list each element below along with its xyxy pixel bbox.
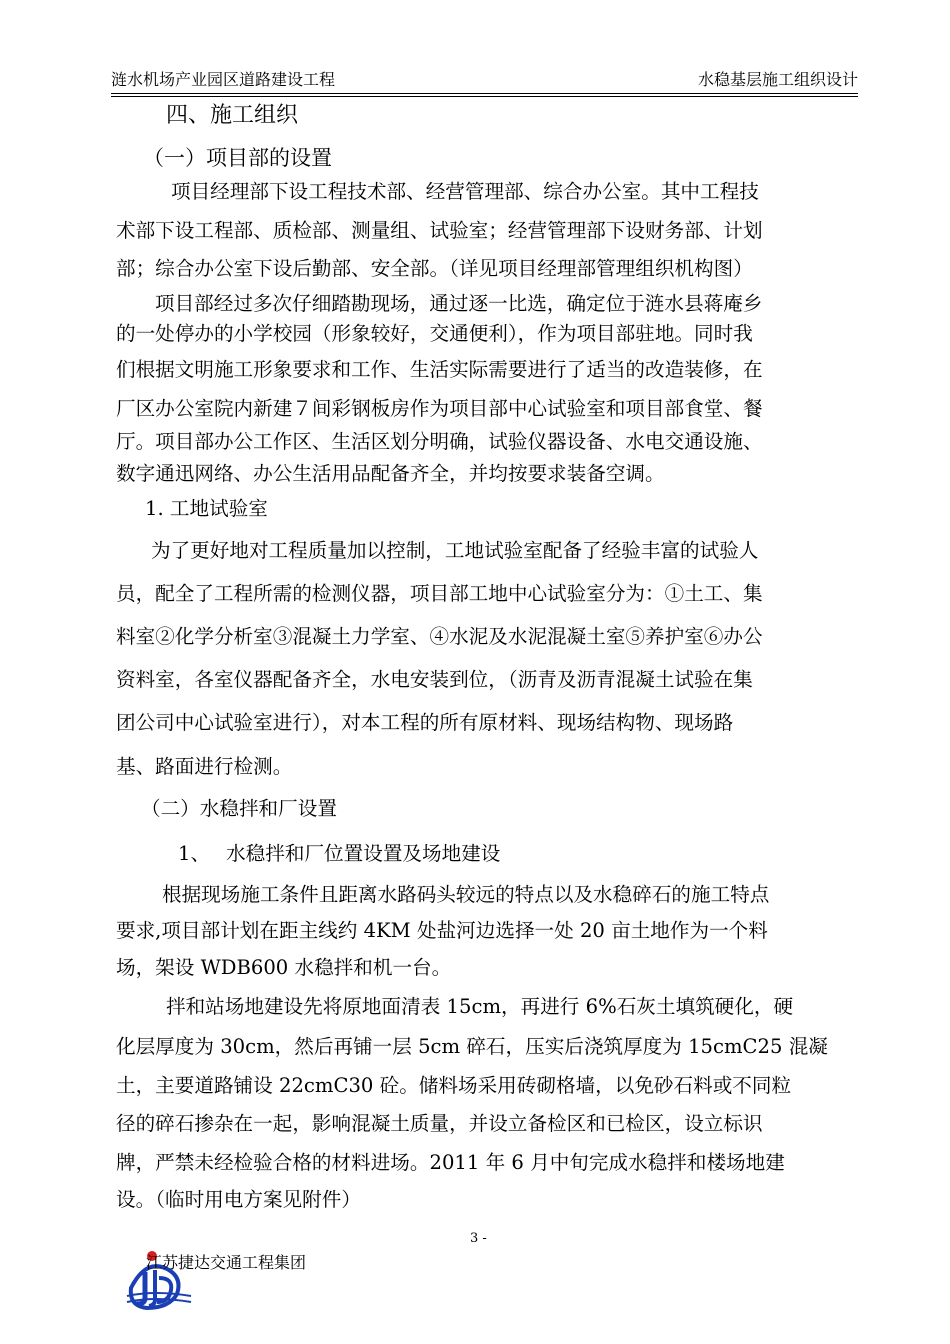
header-rule-thin — [111, 96, 858, 97]
paragraph-line: 们根据文明施工形象要求和工作、生活实际需要进行了适当的改造装修，在 — [116, 358, 763, 381]
paragraph-line: 料室②化学分析室③混凝土力学室、④水泥及水泥混凝土室⑤养护室⑥办公 — [116, 625, 763, 648]
header-rule-thick — [111, 93, 858, 94]
page-number: 3 - — [470, 1231, 487, 1246]
paragraph-line: 牌，严禁未经检验合格的材料进场。2011 年 6 月中旬完成水稳拌和楼场地建 — [116, 1151, 785, 1174]
paragraph-line: 基、路面进行检测。 — [116, 755, 293, 778]
paragraph-line: 项目部经过多次仔细踏勘现场，通过逐一比选，确定位于涟水县蒋庵乡 — [155, 292, 763, 315]
paragraph-line: 要求,项目部计划在距主线约 4KM 处盐河边选择一处 20 亩土地作为一个料 — [116, 919, 768, 942]
header-right-title: 水稳基层施工组织设计 — [697, 70, 858, 89]
paragraph-line: 土，主要道路铺设 22cmC30 砼。储料场采用砖砌格墙，以免砂石料或不同粒 — [116, 1074, 792, 1097]
paragraph-line: 径的碎石掺杂在一起，影响混凝土质量，并设立备检区和已检区，设立标识 — [116, 1112, 763, 1135]
paragraph-line: 资料室，各室仪器配备齐全，水电安装到位，（沥青及沥青混凝土试验在集 — [116, 668, 753, 691]
paragraph-line: 项目经理部下设工程技术部、经营管理部、综合办公室。其中工程技 — [171, 180, 759, 203]
paragraph-line: 部；综合办公室下设后勤部、安全部。（详见项目经理部管理组织机构图） — [116, 257, 753, 280]
paragraph-line: 拌和站场地建设先将原地面清表 15cm，再进行 6%石灰土填筑硬化，硬 — [166, 995, 794, 1018]
paragraph-line: 团公司中心试验室进行），对本工程的所有原材料、现场结构物、现场路 — [116, 711, 734, 734]
paragraph-line: 员，配全了工程所需的检测仪器，项目部工地中心试验室分为：①土工、集 — [116, 582, 763, 605]
paragraph-line: 厅。项目部办公工作区、生活区划分明确，试验仪器设备、水电交通设施、 — [116, 430, 763, 453]
subsection-heading: （二）水稳拌和厂设置 — [141, 797, 337, 820]
list-heading: 1. 工地试验室 — [145, 497, 268, 520]
paragraph-line: 化层厚度为 30cm，然后再铺一层 5cm 碎石，压实后浇筑厚度为 15cmC25 混凝 — [116, 1035, 828, 1058]
company-name: 江苏捷达交通工程集团 — [146, 1253, 307, 1272]
paragraph-line: 术部下设工程部、质检部、测量组、试验室；经营管理部下设财务部、计划 — [116, 219, 763, 242]
section-heading: 四、施工组织 — [166, 103, 299, 128]
paragraph-line: 的一处停办的小学校园（形象较好，交通便利），作为项目部驻地。同时我 — [116, 322, 753, 345]
paragraph-line: 数字通迅网络、办公生活用品配备齐全，并均按要求装备空调。 — [116, 462, 665, 485]
list-heading: 1、 水稳拌和厂位置设置及场地建设 — [178, 842, 501, 865]
paragraph-line: 根据现场施工条件且距离水路码头较远的特点以及水稳碎石的施工特点 — [162, 883, 770, 906]
paragraph-line: 为了更好地对工程质量加以控制，工地试验室配备了经验丰富的试验人 — [151, 539, 759, 562]
subsection-heading: （一）项目部的设置 — [143, 146, 332, 170]
paragraph-line: 场，架设 WDB600 水稳拌和机一台。 — [116, 956, 452, 979]
paragraph-line: 厂区办公室院内新建７间彩钢板房作为项目部中心试验室和项目部食堂、餐 — [116, 397, 763, 420]
paragraph-line: 设。（临时用电方案见附件） — [116, 1188, 361, 1211]
header-left-title: 涟水机场产业园区道路建设工程 — [111, 70, 336, 89]
